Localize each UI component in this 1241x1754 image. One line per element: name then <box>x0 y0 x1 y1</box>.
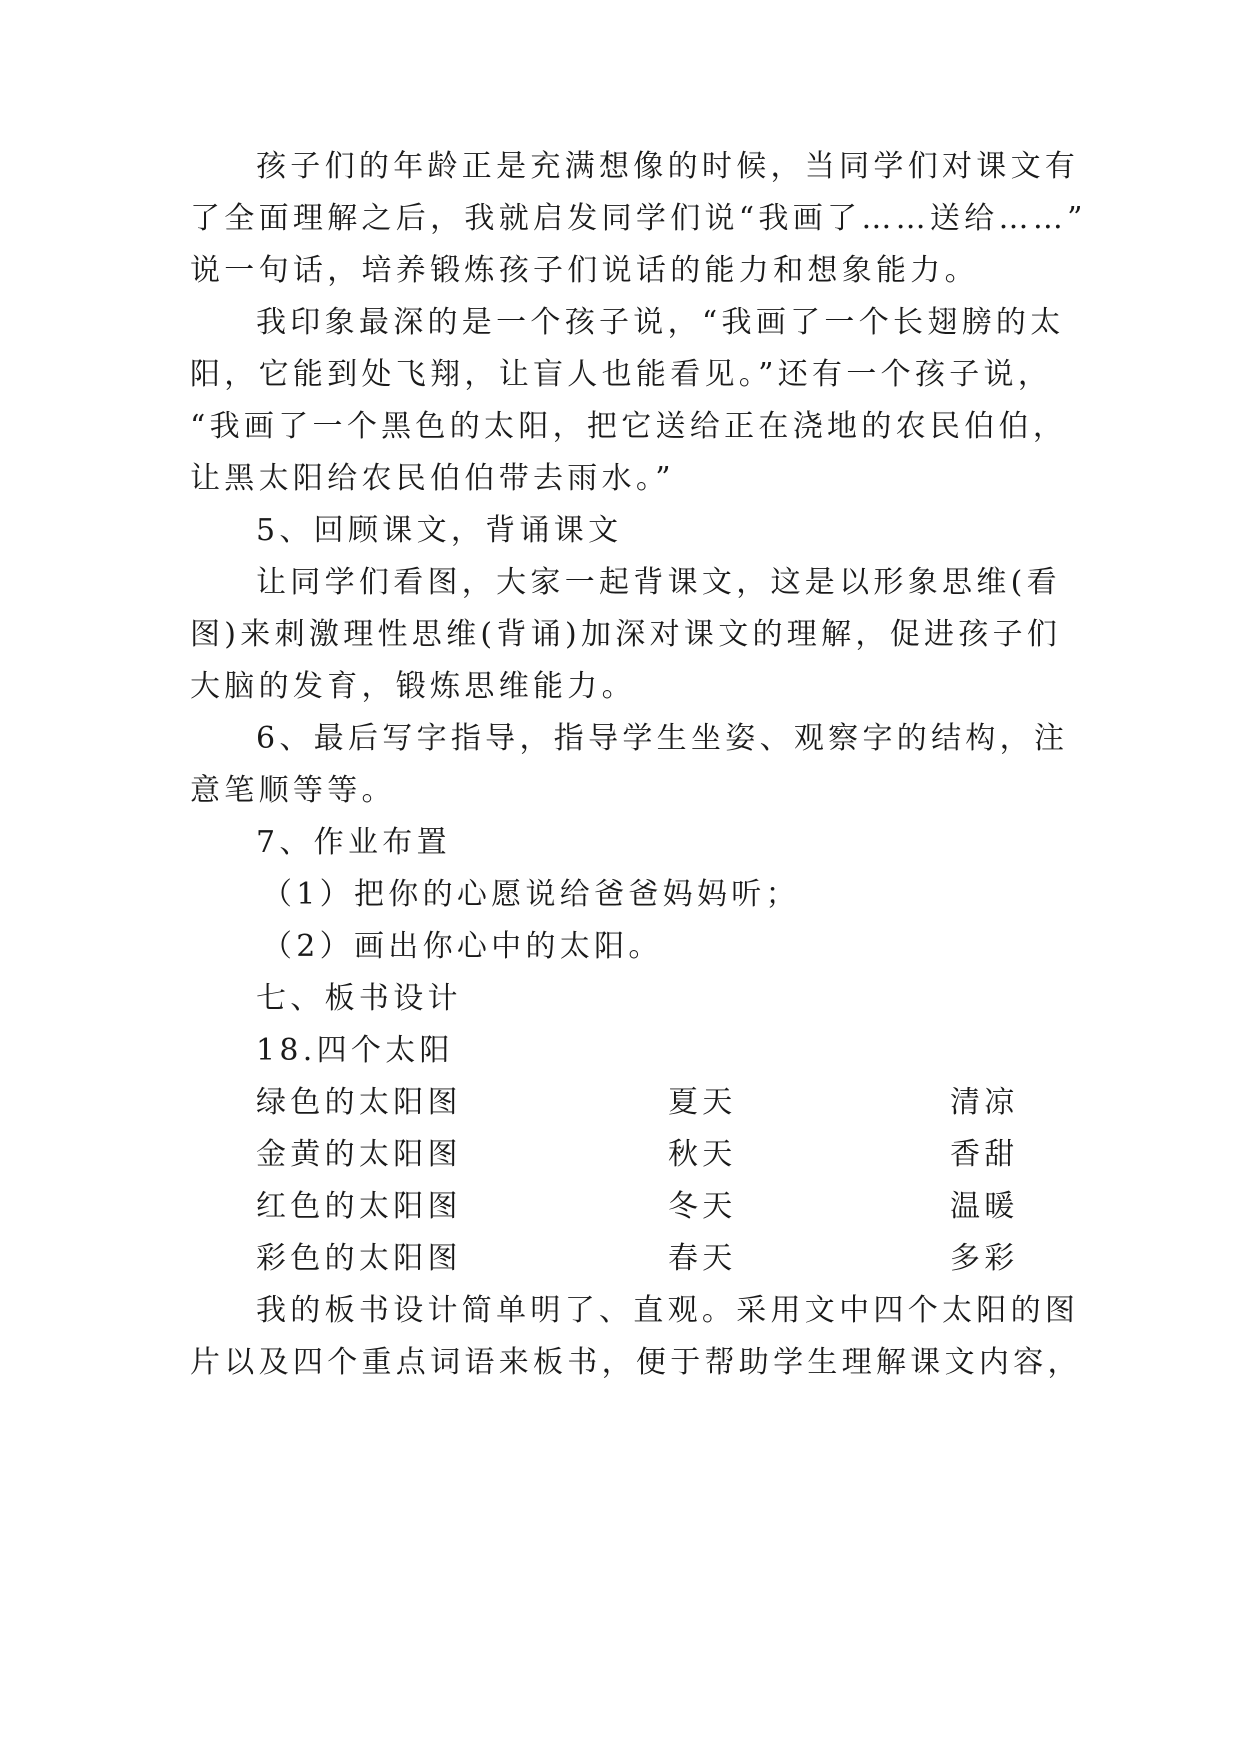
board-picture: 金黄的太阳图 <box>256 1137 462 1172</box>
paragraph-line: 我印象最深的是一个孩子说，“我画了一个长翅膀的太 <box>256 305 1065 340</box>
board-word: 香甜 <box>950 1137 1019 1172</box>
list-item: （1）把你的心愿说给爸爸妈妈听； <box>262 877 800 912</box>
board-picture: 绿色的太阳图 <box>256 1085 462 1120</box>
paragraph-line: 我的板书设计简单明了、直观。采用文中四个太阳的图 <box>256 1293 1080 1328</box>
board-word: 多彩 <box>950 1241 1019 1276</box>
paragraph-line: 意笔顺等等。 <box>190 773 396 808</box>
board-season: 春天 <box>668 1241 737 1276</box>
paragraph-line: 6、最后写字指导，指导学生坐姿、观察字的结构，注 <box>256 721 1069 756</box>
paragraph-line: 阳，它能到处飞翔，让盲人也能看见。”还有一个孩子说， <box>190 357 1053 392</box>
paragraph-line: 大脑的发育，锻炼思维能力。 <box>190 669 636 704</box>
section-heading: 七、板书设计 <box>256 981 462 1016</box>
paragraph-line: 孩子们的年龄正是充满想像的时候，当同学们对课文有 <box>256 149 1080 184</box>
paragraph-line: 图)来刺激理性思维(背诵)加深对课文的理解，促进孩子们 <box>190 617 1062 652</box>
board-word: 清凉 <box>950 1085 1019 1120</box>
board-season: 秋天 <box>668 1137 737 1172</box>
board-picture: 红色的太阳图 <box>256 1189 462 1224</box>
board-season: 夏天 <box>668 1085 737 1120</box>
paragraph-line: 让同学们看图，大家一起背课文，这是以形象思维(看 <box>256 565 1061 600</box>
board-title: 18.四个太阳 <box>256 1033 454 1068</box>
board-word: 温暖 <box>950 1189 1019 1224</box>
section-heading: 7、作业布置 <box>256 825 451 860</box>
list-item: （2）画出你心中的太阳。 <box>262 929 663 964</box>
paragraph-line: 片以及四个重点词语来板书，便于帮助学生理解课文内容， <box>190 1345 1082 1380</box>
paragraph-line: 让黑太阳给农民伯伯带去雨水。” <box>190 461 675 496</box>
paragraph-line: 说一句话，培养锻炼孩子们说话的能力和想象能力。 <box>190 253 979 288</box>
section-heading: 5、回顾课文，背诵课文 <box>256 513 623 548</box>
board-season: 冬天 <box>668 1189 737 1224</box>
paragraph-line: 了全面理解之后，我就启发同学们说“我画了……送给……” <box>190 201 1087 236</box>
board-picture: 彩色的太阳图 <box>256 1241 462 1276</box>
paragraph-line: “我画了一个黑色的太阳，把它送给正在浇地的农民伯伯， <box>190 409 1068 444</box>
